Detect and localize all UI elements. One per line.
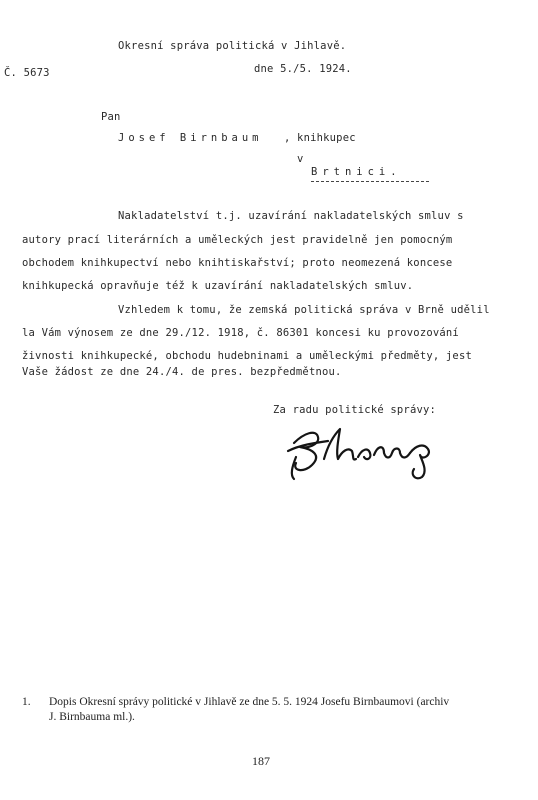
recipient-town: Brtnici. (311, 166, 402, 178)
page-number: 187 (252, 754, 270, 768)
handwritten-signature (282, 415, 442, 485)
letter-date: dne 5./5. 1924. (254, 63, 352, 75)
paragraph1-line3: obchodem knihkupectví nebo knihtiskařství; proto neomezená koncese (22, 257, 453, 269)
paragraph2-line4: Vaše žádost ze dne 24./4. de pres. bezpředmětnou. (22, 366, 342, 378)
paragraph2-line3: živnosti knihkupecké, obchodu hudebninami a uměleckými předměty, jest (22, 350, 472, 362)
paragraph2-line1: Vzhledem k tomu, že zemská politická správa v Brně udělil (118, 304, 490, 316)
caption-line1: Dopis Okresní správy politické v Jihlavě ze dne 5. 5. 1924 Josefu Birnbaumovi (archiv (49, 696, 450, 708)
town-underline (311, 181, 429, 182)
paragraph1-line1: Nakladatelství t.j. uzavírání nakladatelských smluv s (118, 210, 464, 222)
paragraph1-line4: knihkupecká opravňuje též k uzavírání nakladatelských smluv. (22, 280, 414, 292)
caption-line2: J. Birnbauma ml.). (49, 711, 135, 723)
office-header: Okresní správa politická v Jihlavě. (118, 40, 347, 52)
reference-number: Č. 5673 (4, 67, 50, 79)
paragraph2-line2: la Vám výnosem ze dne 29./12. 1918, č. 86301 koncesi ku provozování (22, 327, 459, 339)
paragraph1-line2: autory prací literárních a uměleckých jest pravidelně jen pomocným (22, 234, 453, 246)
recipient-title: , knihkupec (284, 132, 356, 144)
recipient-preposition: v (297, 153, 304, 165)
salutation: Pan (101, 111, 121, 123)
recipient-name: Josef Birnbaum (118, 132, 263, 144)
closing-line: Za radu politické správy: (273, 404, 437, 416)
caption-number: 1. (22, 696, 31, 708)
